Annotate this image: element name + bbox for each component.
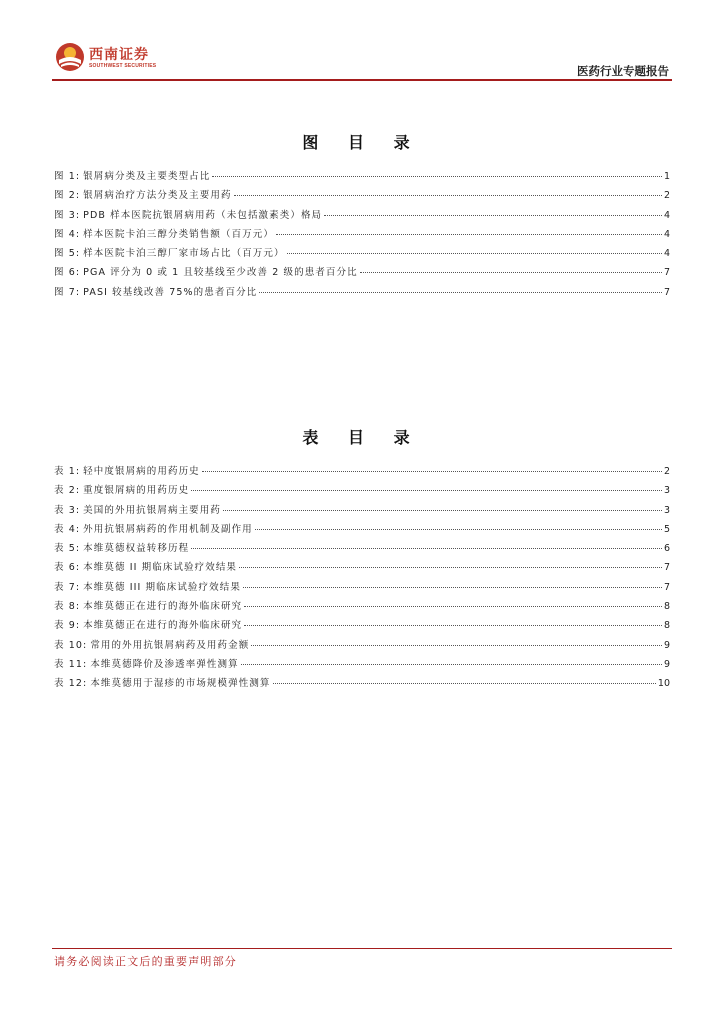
toc-leader-dots — [239, 567, 662, 568]
footer-disclaimer: 请务必阅读正文后的重要声明部分 — [54, 955, 237, 968]
toc-entry-label: 图 1: — [54, 171, 81, 182]
footer-divider — [52, 948, 672, 949]
toc-entry-title: 银屑病治疗方法分类及主要用药 — [83, 190, 232, 202]
toc-leader-dots — [191, 490, 662, 491]
toc-page-number: 2 — [663, 466, 670, 477]
toc-entry-title: 样本医院卡泊三醇分类销售额（百万元） — [83, 228, 274, 240]
toc-page-number: 8 — [663, 620, 670, 632]
toc-entry-label: 表 12: — [54, 678, 88, 690]
toc-page-number: 7 — [663, 581, 670, 593]
figure-toc-entry[interactable] — [54, 226, 670, 245]
toc-entry-label: 表 10: — [54, 639, 88, 651]
toc-page-number: 10 — [657, 678, 670, 690]
table-toc-entry[interactable] — [54, 482, 670, 501]
figure-toc-entry[interactable] — [54, 245, 670, 264]
toc-page-number: 8 — [663, 601, 670, 613]
toc-entry-label: 表 1: — [54, 466, 81, 477]
table-toc-entry[interactable] — [54, 559, 670, 578]
table-toc-entry[interactable] — [54, 540, 670, 559]
toc-entry-label: 图 4: — [54, 228, 81, 240]
toc-entry-title: 银屑病分类及主要类型占比 — [83, 171, 211, 182]
toc-entry-label: 图 2: — [54, 190, 81, 202]
toc-entry-label: 图 7: — [54, 286, 81, 298]
table-toc-entry[interactable] — [54, 656, 670, 675]
figure-toc-title: 图 目 录 — [302, 133, 422, 152]
toc-entry-label: 图 3: — [54, 209, 81, 221]
company-logo — [55, 42, 175, 76]
table-toc-title: 表 目 录 — [302, 428, 422, 447]
figure-toc-entry[interactable] — [54, 187, 670, 206]
toc-leader-dots — [202, 471, 662, 472]
toc-entry-title: 重度银屑病的用药历史 — [83, 485, 190, 497]
toc-entry-title: 本维莫德 II 期临床试验疗效结果 — [83, 562, 238, 574]
toc-page-number: 3 — [663, 504, 670, 516]
toc-entry-label: 表 6: — [54, 562, 81, 574]
toc-entry-title: 美国的外用抗银屑病主要用药 — [83, 504, 221, 516]
logo-mark-icon — [55, 42, 85, 72]
report-type-label: 医药行业专题报告 — [577, 64, 669, 78]
toc-entry-label: 表 3: — [54, 504, 81, 516]
toc-page-number: 9 — [663, 639, 670, 651]
toc-page-number: 2 — [663, 190, 670, 202]
toc-leader-dots — [244, 625, 662, 626]
toc-entry-label: 图 6: — [54, 267, 81, 279]
toc-leader-dots — [251, 645, 662, 646]
toc-leader-dots — [287, 253, 662, 254]
table-toc-entry[interactable] — [54, 598, 670, 617]
toc-page-number: 6 — [663, 543, 670, 555]
logo-english-name: SOUTHWEST SECURITIES — [89, 63, 157, 69]
logo-chinese-name: 西南证券 — [89, 47, 149, 63]
header-divider — [52, 79, 672, 81]
toc-entry-title: PDB 样本医院抗银屑病用药（未包括激素类）格局 — [83, 209, 323, 221]
toc-page-number: 7 — [663, 267, 670, 279]
table-toc-entry[interactable] — [54, 521, 670, 540]
toc-entry-title: 本维莫德正在进行的海外临床研究 — [83, 620, 243, 632]
toc-entry-title: 本维莫德 III 期临床试验疗效结果 — [83, 581, 241, 593]
table-toc-list — [54, 463, 670, 695]
toc-entry-title: 样本医院卡泊三醇厂家市场占比（百万元） — [83, 248, 285, 260]
table-toc-entry[interactable] — [54, 579, 670, 598]
toc-entry-label: 表 4: — [54, 523, 81, 535]
toc-entry-label: 表 7: — [54, 581, 81, 593]
toc-page-number: 3 — [663, 485, 670, 497]
toc-entry-title: 本维莫德正在进行的海外临床研究 — [83, 601, 243, 613]
table-toc-entry[interactable] — [54, 617, 670, 636]
toc-page-number: 7 — [663, 286, 670, 298]
toc-entry-label: 表 9: — [54, 620, 81, 632]
toc-entry-title: 本维莫德用于湿疹的市场规模弹性测算 — [90, 678, 271, 690]
figure-toc-list — [54, 168, 670, 303]
toc-entry-label: 表 8: — [54, 601, 81, 613]
figure-toc-entry[interactable] — [54, 264, 670, 283]
toc-leader-dots — [241, 664, 662, 665]
toc-page-number: 4 — [663, 248, 670, 260]
toc-leader-dots — [244, 606, 662, 607]
table-toc-entry[interactable] — [54, 675, 670, 694]
toc-leader-dots — [234, 195, 662, 196]
toc-entry-label: 表 2: — [54, 485, 81, 497]
toc-entry-label: 图 5: — [54, 248, 81, 260]
figure-toc-entry[interactable] — [54, 168, 670, 187]
toc-entry-title: PGA 评分为 0 或 1 且较基线至少改善 2 级的患者百分比 — [83, 267, 358, 279]
toc-leader-dots — [223, 510, 662, 511]
toc-page-number: 1 — [663, 171, 670, 182]
toc-entry-title: 本维莫德权益转移历程 — [83, 543, 190, 555]
toc-leader-dots — [324, 215, 662, 216]
toc-entry-title: 轻中度银屑病的用药历史 — [83, 466, 200, 477]
toc-entry-title: PASI 较基线改善 75%的患者百分比 — [83, 286, 258, 298]
table-toc-entry[interactable] — [54, 502, 670, 521]
page-header — [0, 0, 724, 90]
toc-page-number: 4 — [663, 228, 670, 240]
toc-leader-dots — [212, 176, 662, 177]
table-toc-entry[interactable] — [54, 463, 670, 482]
toc-leader-dots — [255, 529, 662, 530]
figure-toc-entry[interactable] — [54, 207, 670, 226]
toc-page-number: 9 — [663, 658, 670, 670]
toc-entry-title: 常用的外用抗银屑病药及用药金额 — [90, 639, 250, 651]
toc-leader-dots — [273, 683, 656, 684]
toc-entry-label: 表 11: — [54, 658, 88, 670]
toc-page-number: 5 — [663, 523, 670, 535]
toc-page-number: 4 — [663, 209, 670, 221]
toc-page-number: 7 — [663, 562, 670, 574]
toc-leader-dots — [259, 292, 662, 293]
figure-toc-entry[interactable] — [54, 284, 670, 303]
table-toc-entry[interactable] — [54, 637, 670, 656]
toc-leader-dots — [191, 548, 662, 549]
toc-entry-label: 表 5: — [54, 543, 81, 555]
toc-entry-title: 本维莫德降价及渗透率弹性测算 — [90, 658, 239, 670]
toc-leader-dots — [360, 272, 662, 273]
toc-leader-dots — [243, 587, 662, 588]
toc-leader-dots — [276, 234, 662, 235]
toc-entry-title: 外用抗银屑病药的作用机制及副作用 — [83, 523, 253, 535]
